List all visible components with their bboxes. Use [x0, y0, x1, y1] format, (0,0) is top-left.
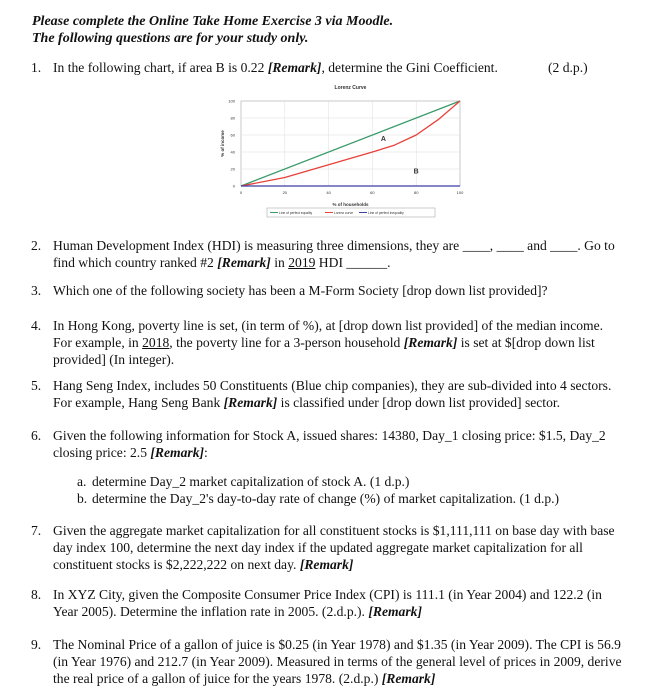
- legend-label: Line of perfect equality: [279, 211, 313, 215]
- y-tick-label: 0: [232, 183, 235, 189]
- y-tick-label: 80: [230, 115, 235, 121]
- x-axis-label: % of households: [332, 202, 369, 207]
- subitem-text: determine Day_2 market capitalization of stock A. (1 d.p.): [92, 474, 410, 489]
- question-text: Hang Seng Index, includes 50 Constituents (Blue chip companies), they are sub-divided into 4 sectors.: [53, 378, 612, 393]
- remark-tag: [Remark]: [381, 671, 436, 686]
- remark-tag: [Remark]: [299, 557, 354, 572]
- question-8-line: [53, 587, 602, 603]
- x-tick-label: 20: [282, 190, 288, 195]
- question-text: closing price: 2.5: [53, 445, 151, 460]
- x-tick-label: 40: [326, 190, 331, 195]
- x-tick-label: 100: [456, 190, 464, 195]
- remark-tag: [Remark]: [403, 335, 458, 350]
- question-text: the real price of a gallon of juice for the years 1978. (2.d.p.): [53, 671, 382, 686]
- x-tick-label: 0: [239, 190, 243, 195]
- question-2-line: [53, 238, 615, 254]
- question-number: 4.: [31, 318, 42, 333]
- question-text: in: [270, 255, 289, 270]
- y-tick-label: 100: [228, 98, 235, 104]
- remark-tag: [Remark]: [150, 445, 205, 460]
- y-axis-label: % of income: [220, 130, 225, 157]
- question-number: 7.: [31, 523, 42, 538]
- question-text: constituent stocks is $2,222,222 on next day.: [53, 557, 300, 572]
- question-4-line: [53, 352, 174, 368]
- question-number: 3.: [31, 283, 42, 298]
- legend-label: Lorenz curve: [334, 211, 354, 215]
- remark-tag: [Remark]: [217, 255, 271, 270]
- remark-tag: [Remark]: [368, 604, 422, 619]
- header-line-2: The following questions are for your study only.: [32, 31, 309, 46]
- question-3-line: [53, 283, 548, 299]
- question-9-line: [53, 671, 435, 687]
- x-tick-label: 60: [370, 190, 375, 195]
- question-text: In Hong Kong, poverty line is set, (in term of %), at [drop down list provided] of the median income.: [53, 318, 604, 333]
- annotation-a: A: [380, 135, 386, 143]
- question-6-line: [53, 428, 606, 444]
- y-tick-label: 20: [230, 166, 235, 172]
- lorenz-chart: [200, 80, 465, 230]
- subitem-label: b.: [77, 491, 88, 506]
- question-2-line: [53, 255, 391, 271]
- question-text: Year 2005). Determine the inflation rate in 2005. (2.d.p.).: [53, 604, 369, 619]
- marks-label: (2 d.p.): [548, 60, 588, 75]
- remark-tag: [Remark]: [223, 395, 278, 410]
- question-4-line: [53, 335, 595, 351]
- question-number: 5.: [31, 378, 42, 393]
- question-5-line: [53, 395, 560, 411]
- question-7-line: [53, 540, 583, 556]
- question-1-line: [53, 60, 498, 76]
- question-text: is classified under [drop down list provided] sector.: [277, 395, 561, 410]
- y-tick-label: 60: [230, 132, 235, 138]
- question-text: Given the following information for Stock A, issued shares: 14380, Day_1 closing price: $1.5, Day_2: [53, 428, 606, 443]
- question-text: 2019: [288, 255, 316, 270]
- y-tick-label: 40: [230, 149, 235, 155]
- subitem-text: determine the Day_2's day-to-day rate of change (%) of market capitalization. (1 d.p.): [92, 491, 560, 506]
- header-line-1: Please complete the Online Take Home Exercise 3 via Moodle.: [32, 14, 394, 29]
- legend-label: Line of perfect inequality: [368, 211, 404, 215]
- question-text: HDI ______.: [315, 255, 391, 270]
- question-text: The Nominal Price of a gallon of juice is $0.25 (in Year 1978) and $1.35 (in Year 2009). The CPI is 56.9: [53, 637, 621, 652]
- question-text: , determine the Gini Coefficient.: [321, 60, 498, 75]
- question-9-line: [53, 654, 622, 670]
- question-text: Which one of the following society has been a M-Form Society [drop down list provided]?: [53, 283, 548, 298]
- question-7-line: [53, 523, 615, 539]
- question-text: In XYZ City, given the Composite Consumer Price Index (CPI) is 111.1 (in Year 2004) and 122.2 (in: [53, 587, 602, 602]
- remark-tag: [Remark]: [267, 60, 322, 75]
- question-5-line: [53, 378, 611, 394]
- question-number: 1.: [31, 60, 42, 75]
- question-text: 2018: [142, 335, 170, 350]
- question-4-line: [53, 318, 603, 334]
- question-number: 8.: [31, 587, 42, 602]
- question-8-line: [53, 604, 422, 620]
- chart-title: Lorenz Curve: [334, 85, 367, 91]
- question-text: In the following chart, if area B is 0.22: [53, 60, 268, 75]
- question-text: is set at $[drop down list: [457, 335, 595, 350]
- question-text: Given the aggregate market capitalization for all constituent stocks is $1,111,111 on base day with base: [53, 523, 615, 538]
- question-text: provided] (In integer).: [53, 352, 175, 367]
- x-tick-label: 80: [413, 190, 419, 195]
- question-6-line: [53, 445, 208, 461]
- question-text: (in Year 1976) and 212.7 (in Year 2009). Measured in terms of the general level of prices in 2009, derive: [53, 654, 622, 669]
- question-text: :: [204, 445, 208, 460]
- question-text: For example, in: [53, 335, 143, 350]
- question-number: 6.: [31, 428, 42, 443]
- question-7-line: [53, 557, 353, 573]
- subitem-label: a.: [77, 474, 87, 489]
- question-number: 2.: [31, 238, 42, 253]
- question-text: , the poverty line for a 3-person household: [169, 335, 404, 350]
- question-text: For example, Hang Seng Bank: [53, 395, 224, 410]
- question-number: 9.: [31, 637, 42, 652]
- annotation-b: B: [413, 168, 419, 176]
- question-text: Human Development Index (HDI) is measuring three dimensions, they are ____, ____ and ____. Go to: [53, 238, 615, 253]
- question-text: day index 100, determine the next day index if the updated aggregate market capitalization for all: [53, 540, 583, 555]
- question-text: find which country ranked #2: [53, 255, 218, 270]
- question-9-line: [53, 637, 621, 653]
